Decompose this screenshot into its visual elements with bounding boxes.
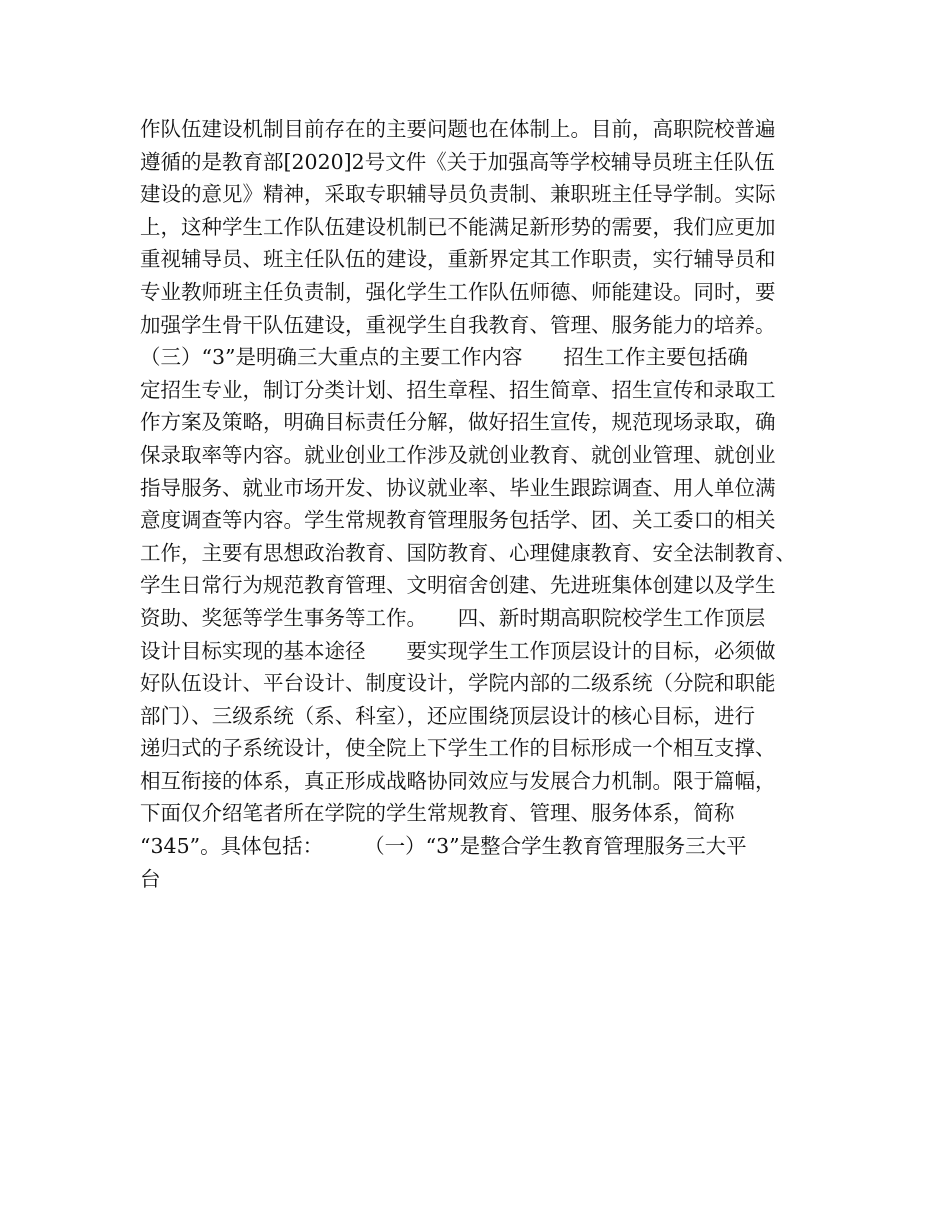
text-line: （三）“3”是明确三大重点的主要工作内容 招生工作主要包括确 [140,345,749,370]
text-line: 工作，主要有思想政治教育、国防教育、心理健康教育、安全法制教育、 [140,540,796,565]
text-line: “345”。具体包括： （一）“3”是整合学生教育管理服务三大平 [140,834,747,859]
text-line: 递归式的子系统设计，使全院上下学生工作的目标形成一个相互支撑、 [140,736,776,761]
text-line: 设计目标实现的基本途径 要实现学生工作顶层设计的目标，必须做 [140,638,776,663]
text-line: 台 [140,866,161,891]
text-line: 作队伍建设机制目前存在的主要问题也在体制上。目前，高职院校普遍 [140,117,776,141]
text-line: 意度调查等内容。学生常规教育管理服务包括学、团、关工委口的相关 [140,508,776,533]
text-line: 定招生专业，制订分类计划、招生章程、招生简章、招生宣传和录取工 [140,377,776,402]
text-line: 下面仅介绍笔者所在学院的学生常规教育、管理、服务体系，简称 [140,801,735,826]
text-line: 相互衔接的体系，真正形成战略协同效应与发展合力机制。限于篇幅， [140,768,776,793]
text-line: 专业教师班主任负责制，强化学生工作队伍师德、师能建设。同时，要 [140,279,776,304]
text-line: 作方案及策略，明确目标责任分解，做好招生宣传，规范现场录取，确 [140,410,776,435]
text-line: 重视辅导员、班主任队伍的建设，重新界定其工作职责，实行辅导员和 [140,247,776,272]
text-line: 建设的意见》精神，采取专职辅导员负责制、兼职班主任导学制。实际 [140,182,776,207]
text-line: 上，这种学生工作队伍建设机制已不能满足新形势的需要，我们应更加 [140,214,776,239]
text-line: 学生日常行为规范教育管理、文明宿舍创建、先进班集体创建以及学生 [140,573,776,598]
text-line: 遵循的是教育部[2020]2号文件《关于加强高等学校辅导员班主任队伍 [140,149,775,174]
text-line: 加强学生骨干队伍建设，重视学生自我教育、管理、服务能力的培养。 [140,312,776,337]
text-line: 部门）、三级系统（系、科室），还应围绕顶层设计的核心目标，进行 [140,703,755,728]
text-line: 资助、奖惩等学生事务等工作。 四、新时期高职院校学生工作顶层 [140,605,766,630]
body-text [140,113,830,895]
text-line: 保录取率等内容。就业创业工作涉及就创业教育、就创业管理、就创业 [140,442,776,467]
text-line: 好队伍设计、平台设计、制度设计，学院内部的二级系统（分院和职能 [140,671,776,696]
text-line: 指导服务、就业市场开发、协议就业率、毕业生跟踪调查、用人单位满 [140,475,776,500]
